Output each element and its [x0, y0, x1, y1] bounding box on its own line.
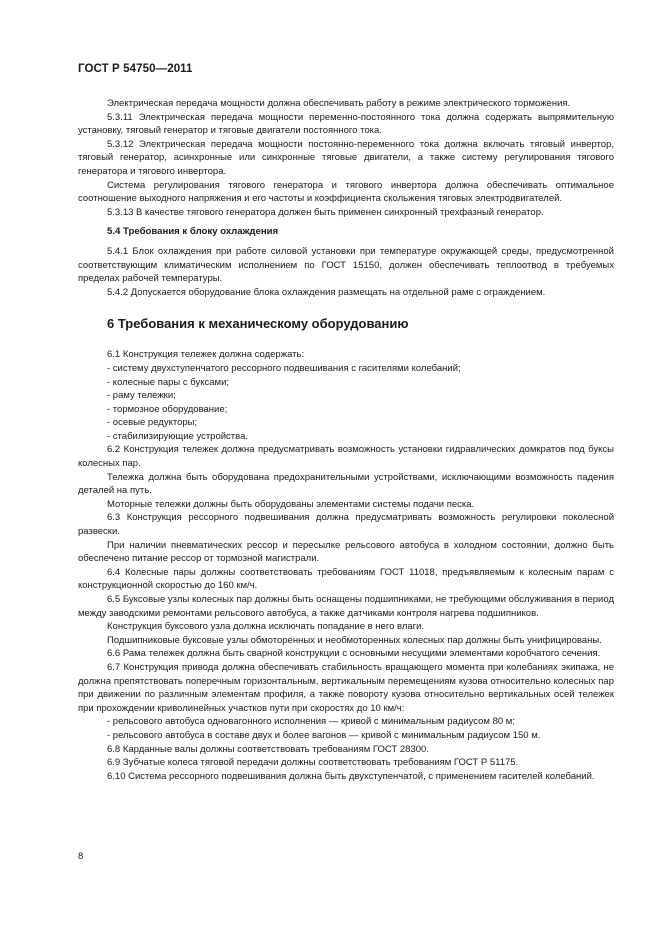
- paragraph-6-1: 6.1 Конструкция тележек должна содержать:: [107, 349, 305, 361]
- paragraph-6-3: 6.3 Конструкция рессорного подвешивания должна предусматривать возможность регулировки поколесной развески.: [78, 512, 614, 538]
- paragraph: Моторные тележки должны быть оборудованы элементами системы подачи песка.: [107, 498, 475, 510]
- document-header: ГОСТ Р 54750—2011: [78, 63, 193, 75]
- paragraph-6-5: 6.5 Буксовые узлы колесных пар должны быть оснащены подшипниками, не требующими обслуживания в период между заводскими ремонтами рельсового автобуса, а также датчиками контроля нагрева подшипников.: [78, 594, 614, 619]
- paragraph-6-6: 6.6 Рама тележек должна быть сварной конструкции с основными несущими элементами коробчатого сечения.: [107, 648, 601, 660]
- list-item: - систему двухступенчатого рессорного подвешивания с гасителями колебаний;: [107, 362, 461, 374]
- paragraph-5-4-2: 5.4.2 Допускается оборудование блока охлаждения размещать на отдельной раме с ограждением.: [107, 286, 546, 298]
- list-item: - рельсового автобуса одновагонного исполнения — кривой с минимальным радиусом 80 м;: [107, 716, 515, 728]
- paragraph-5-4-1: 5.4.1 Блок охлаждения при работе силовой установки при температуре окружающей среды, предусмотренной соответствующим климатическим исполнением по ГОСТ 15150, должен обеспечивать теплоотвод в требуемых пределах рабочей температуры.: [78, 245, 614, 285]
- paragraph-6-7: 6.7 Конструкция привода должна обеспечивать стабильность вращающего момента при колебаниях экипажа, не должна препятствовать поперечным горизонтальным, вертикальным перемещениям кузова относительно колесных пар при движении по различным элементам профиля, а также повороту кузова относительно вертикальных осей тележек при прохождении криволинейных участков пути при скоростях до 10 км/ч:: [78, 661, 614, 714]
- paragraph-5-3-12: 5.3.12 Электрическая передача мощности постоянно-переменного тока должна включать тяговый инвертор, тяговый генератор, асинхронные или синхронные тяговые двигатели, а также систему регулирования тягового генератора и тягового инвертора.: [78, 138, 614, 177]
- paragraph: Подшипниковые буксовые узлы обмоторенных и необмоторенных колесных пар должны быть унифицированы.: [107, 634, 602, 646]
- list-item: - осевые редукторы;: [107, 417, 198, 429]
- paragraph-5-3-13: 5.3.13 В качестве тягового генератора должен быть применен синхронный трехфазный генератор.: [107, 206, 544, 218]
- paragraph-6-8: 6.8 Карданные валы должны соответствовать требованиям ГОСТ 28300.: [107, 743, 429, 755]
- paragraph-5-3-11: 5.3.11 Электрическая передача мощности переменно-постоянного тока должна содержать выпрямительную установку, тяговый генератор и тяговые двигатели постоянного тока.: [78, 111, 614, 137]
- paragraph-6-10: 6.10 Система рессорного подвешивания должна быть двухступенчатой, с применением гасителей колебаний.: [107, 770, 595, 782]
- paragraph-6-2: 6.2 Конструкция тележек должна предусматривать возможность установки гидравлических домкратов под буксы колесных пар.: [78, 444, 614, 470]
- paragraph: При наличии пневматических рессор и пересылке рельсового автобуса в холодном состоянии, должно быть обеспечено питание рессор от тормозной магистрали.: [78, 539, 614, 565]
- list-item: - рельсового автобуса в составе двух и более вагонов — кривой с минимальным радиусом 150 м.: [107, 729, 541, 741]
- page-number: 8: [78, 851, 84, 862]
- paragraph-6-4: 6.4 Колесные пары должны соответствовать требованиям ГОСТ 11018, предъявляемым к колесным парам с конструкционной скоростью до 160 км/ч.: [78, 566, 614, 592]
- list-item: - колесные пары с буксами;: [107, 376, 230, 388]
- paragraph: Электрическая передача мощности должна обеспечивать работу в режиме электрического торможения.: [107, 98, 571, 109]
- list-item: - стабилизирующие устройства.: [107, 430, 249, 442]
- paragraph: Система регулирования тягового генератора и тягового инвертора должна обеспечивать оптимальное соотношение выходного напряжения и его частоты и коэффициента скольжения тяговых электродвигателей.: [78, 179, 614, 205]
- page-content: [78, 97, 614, 783]
- paragraph: Конструкция буксового узла должна исключать попадание в него влаги.: [107, 621, 425, 633]
- list-item: - раму тележки;: [107, 390, 176, 402]
- paragraph-6-9: 6.9 Зубчатые колеса тяговой передачи должны соответствовать требованиям ГОСТ Р 51175.: [107, 757, 519, 769]
- paragraph: Тележка должна быть оборудована предохранительными устройствами, исключающими возможность падения деталей на путь.: [78, 471, 614, 497]
- list-item: - тормозное оборудование;: [107, 403, 228, 415]
- subsection-heading-5-4: 5.4 Требования к блоку охлаждения: [107, 226, 279, 238]
- section-heading-6: 6 Требования к механическому оборудованию: [107, 316, 409, 332]
